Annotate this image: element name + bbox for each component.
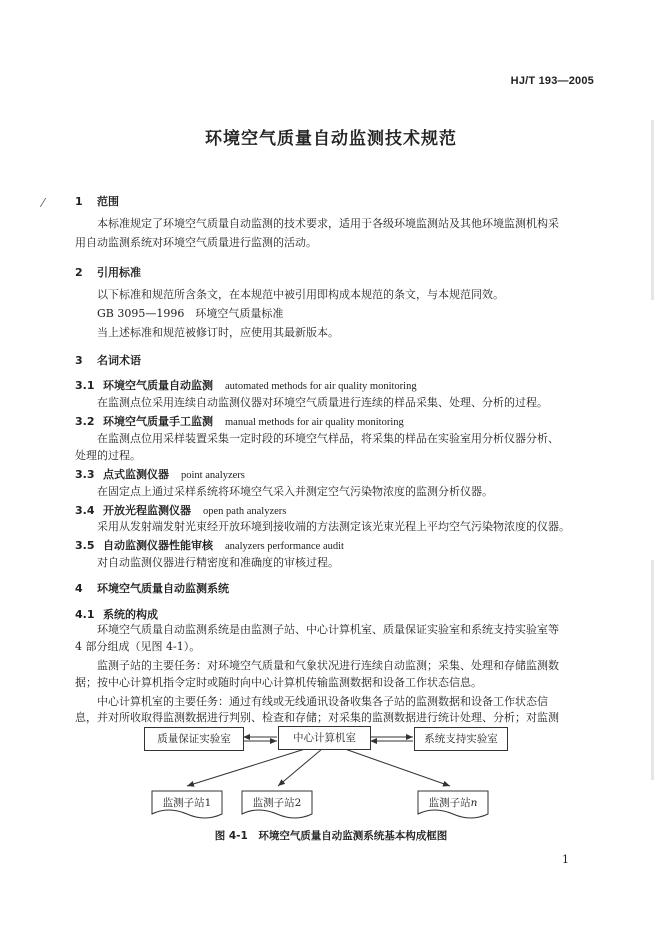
arrow-center-to-station-2 <box>278 749 322 786</box>
s4-para-line: 息，并对所收取得监测数据进行判别、检查和存储；对采集的监测数据进行统计处理、分析；对监测 <box>75 711 559 724</box>
term-definition: 采用从发射端发射光束经开放环境到接收端的方法测定该光束光程上平均空气污染物浓度的仪器。 <box>97 520 570 533</box>
page-number: 1 <box>562 853 569 866</box>
section-title: 环境空气质量自动监测系统 <box>97 582 229 595</box>
station-n-suffix: n <box>470 797 478 809</box>
scan-edge-shadow <box>651 560 654 780</box>
s4-para-line: 中心计算机室的主要任务：通过有线或无线通讯设备收集各子站的监测数据和设备工作状态信 <box>97 695 548 708</box>
term-title: 自动监测仪器性能审核 <box>103 539 213 552</box>
term-definition: 在固定点上通过采样系统将环境空气采入并测定空气污染物浓度的监测分析仪器。 <box>97 485 493 498</box>
standard-number: HJ/T 193—2005 <box>510 75 594 87</box>
s4-para-line: 4 部分组成（见图 4-1）。 <box>75 640 201 653</box>
subsection-title: 系统的构成 <box>103 608 158 621</box>
term-english: open path analyzers <box>203 506 287 517</box>
term-english: automated methods for air quality monitoring <box>225 381 417 392</box>
s2-para-line: 当上述标准和规范被修订时，应使用其最新版本。 <box>97 326 339 339</box>
section-title: 名词术语 <box>97 354 141 367</box>
term-english: manual methods for air quality monitoring <box>225 417 404 428</box>
station-n-label <box>418 795 488 810</box>
s1-para-line: 用自动监测系统对环境空气质量进行监测的活动。 <box>75 236 317 249</box>
document-title: 环境空气质量自动监测技术规范 <box>205 129 457 149</box>
term-number: 3.1 <box>75 379 95 392</box>
subsection-number: 4.1 <box>75 608 95 621</box>
scan-edge-shadow <box>651 120 654 300</box>
term-definition: 处理的过程。 <box>75 449 141 462</box>
support-lab-box: 系统支持实验室 <box>414 727 508 751</box>
term-title: 环境空气质量自动监测 <box>103 379 213 392</box>
margin-mark: ⁄ <box>42 196 45 210</box>
s2-para-line: 以下标准和规范所含条文，在本规范中被引用即构成本规范的条文，与本规范同效。 <box>97 288 504 301</box>
arrow-center-to-station-1 <box>187 749 305 786</box>
station-1-label: 监测子站1 <box>162 797 212 809</box>
figure-caption: 图 4-1 环境空气质量自动监测系统基本构成框图 <box>214 830 448 842</box>
section-title: 范围 <box>97 195 119 208</box>
section-number: 4 <box>75 582 83 595</box>
term-title: 环境空气质量手工监测 <box>103 415 213 428</box>
term-english: point analyzers <box>181 470 245 481</box>
s4-para-line: 据；按中心计算机指令定时或随时向中心计算机传输监测数据和设备工作状态信息。 <box>75 676 482 689</box>
term-english: analyzers performance audit <box>225 541 344 552</box>
term-definition: 在监测点位采用连续自动监测仪器对环境空气质量进行连续的样品采集、处理、分析的过程。 <box>97 396 548 409</box>
term-number: 3.4 <box>75 504 95 517</box>
section-number: 2 <box>75 266 83 279</box>
station-n-prefix: 监测子站 <box>428 797 471 809</box>
term-definition: 对自动监测仪器进行精密度和准确度的审核过程。 <box>97 556 339 569</box>
s4-para-line: 环境空气质量自动监测系统是由监测子站、中心计算机室、质量保证实验室和系统支持实验室等 <box>97 623 559 636</box>
qa-lab-box: 质量保证实验室 <box>144 727 244 751</box>
s4-para-line: 监测子站的主要任务：对环境空气质量和气象状况进行连续自动监测；采集、处理和存储监测数 <box>97 659 559 672</box>
s2-para-line: GB 3095—1996 环境空气质量标准 <box>97 307 284 320</box>
term-number: 3.5 <box>75 539 95 552</box>
term-definition: 在监测点位用采样装置采集一定时段的环境空气样品，将采集的样品在实验室用分析仪器分析、 <box>97 432 559 445</box>
section-number: 1 <box>75 195 83 208</box>
term-title: 点式监测仪器 <box>103 468 169 481</box>
term-title: 开放光程监测仪器 <box>103 504 191 517</box>
central-computer-room-box: 中心计算机室 <box>278 726 371 750</box>
station-2-label: 监测子站2 <box>252 797 302 809</box>
s1-para-line: 本标准规定了环境空气质量自动监测的技术要求，适用于各级环境监测站及其他环境监测机构采 <box>97 217 559 230</box>
section-number: 3 <box>75 354 83 367</box>
term-number: 3.3 <box>75 468 95 481</box>
section-title: 引用标准 <box>97 266 141 279</box>
arrow-center-to-station-n <box>345 749 450 786</box>
term-number: 3.2 <box>75 415 95 428</box>
